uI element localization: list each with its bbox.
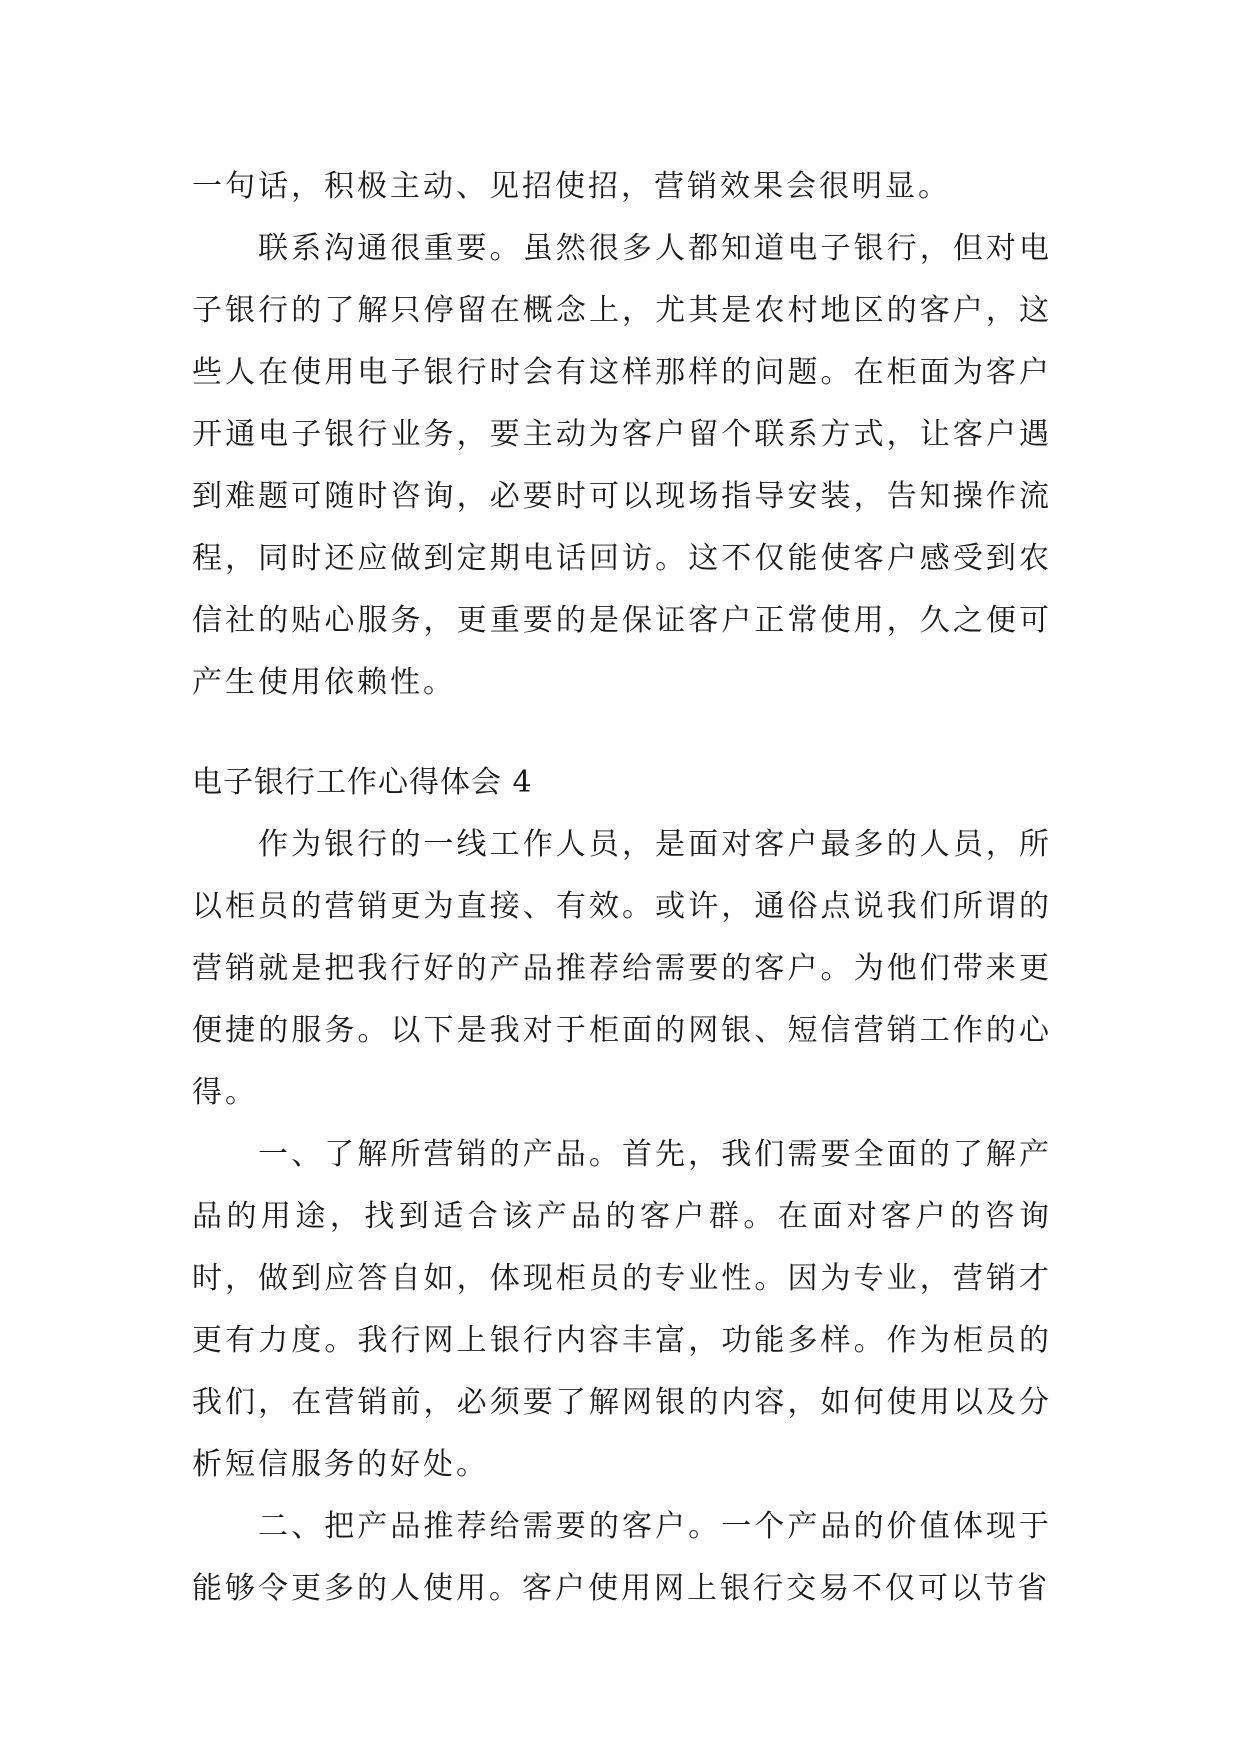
paragraph-continuation: 一句话，积极主动、见招使招，营销效果会很明显。 — [192, 169, 951, 204]
document-body — [192, 156, 1052, 1620]
paragraph-communication: 联系沟通很重要。虽然很多人都知道电子银行，但对电子银行的了解只停留在概念上，尤其是农村地区的客户，这些人在使用电子银行时会有这样那样的问题。在柜面为客户开通电子银行业务，要主动为客户留个联系方式，让客户遇到难题可随时咨询，必要时可以现场指导安装，告知操作流程，同时还应做到定期电话回访。这不仅能使客户感受到农信社的贴心服务，更重要的是保证客户正常使用，久之便可产生使用依赖性。 — [192, 231, 1052, 700]
section-heading: 电子银行工作心得体会 4 — [192, 765, 533, 800]
paragraph-point-one: 一、了解所营销的产品。首先，我们需要全面的了解产品的用途，找到适合该产品的客户群。在面对客户的咨询时，做到应答自如，体现柜员的专业性。因为专业，营销才更有力度。我行网上银行内容丰富，功能多样。作为柜员的我们，在营销前，必须要了解网银的内容，如何使用以及分析短信服务的好处。 — [192, 1137, 1052, 1482]
paragraph-point-two: 二、把产品推荐给需要的客户。一个产品的价值体现于能够令更多的人使用。客户使用网上银行交易不仅可以节省 — [192, 1509, 1052, 1606]
paragraph-intro: 作为银行的一线工作人员，是面对客户最多的人员，所以柜员的营销更为直接、有效。或许，通俗点说我们所谓的营销就是把我行好的产品推荐给需要的客户。为他们带来更便捷的服务。以下是我对于柜面的网银、短信营销工作的心得。 — [192, 827, 1052, 1110]
